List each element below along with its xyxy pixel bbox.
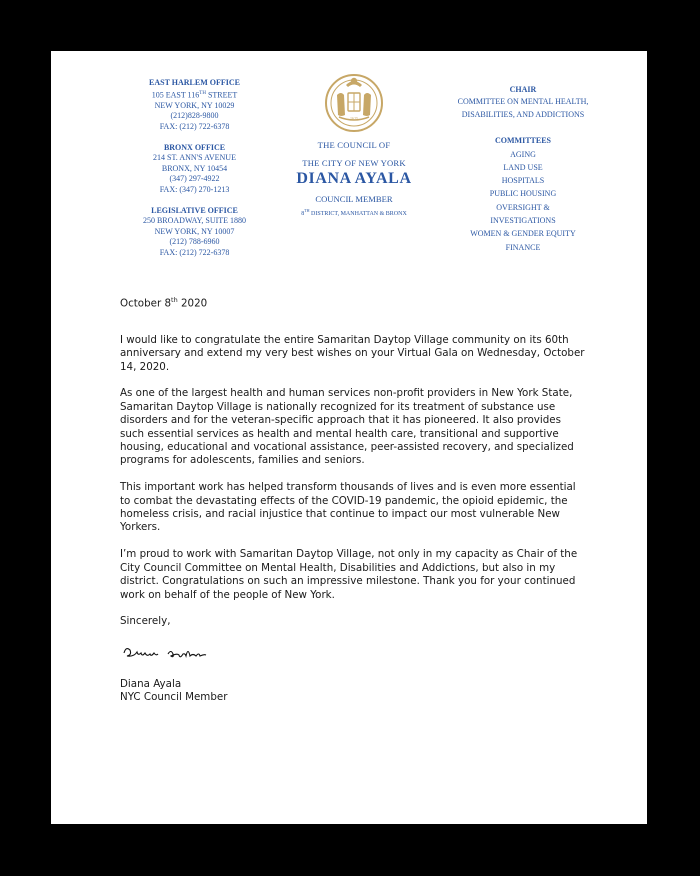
- office-address: 250 BROADWAY, SUITE 1880: [142, 216, 247, 226]
- letter-date: October 8th 2020: [120, 296, 208, 310]
- office-address: 214 ST. ANN'S AVENUE: [153, 153, 236, 163]
- letter-body: [120, 294, 588, 705]
- committees-block: [443, 83, 603, 254]
- office-address: 105 EAST 116TH STREET: [151, 90, 238, 100]
- office-addresses: [107, 78, 282, 269]
- office-name: BRONX OFFICE: [163, 142, 226, 152]
- office-fax: FAX: (212) 722-6378: [159, 122, 230, 132]
- committee-item: WOMEN & GENDER EQUITY: [470, 229, 576, 239]
- office-name: LEGISLATIVE OFFICE: [151, 205, 238, 215]
- committees-label: COMMITTEES: [494, 136, 551, 146]
- member-name: DIANA AYALA: [296, 170, 412, 187]
- letter-paragraph: I would like to congratulate the entire Samaritan Daytop Village community on its 60th anniversary and extend my very best wishes on your Virtual Gala on Wednesday, October 14, 2020.: [120, 333, 585, 373]
- office-fax: FAX: (212) 722-6378: [159, 247, 230, 257]
- office-phone: (212)828-9800: [170, 111, 219, 121]
- committee-item: PUBLIC HOUSING: [489, 189, 557, 199]
- bronx-office: [107, 143, 282, 196]
- member-title: COUNCIL MEMBER: [315, 194, 393, 204]
- council-line-1: THE COUNCIL OF: [317, 140, 391, 150]
- committee-item: INVESTIGATIONS: [490, 216, 556, 226]
- office-city: NEW YORK, NY 10007: [154, 226, 235, 236]
- letter-paragraph: This important work has helped transform thousands of lives and is even more essential to combat the devastating effects of the COVID-19 pandemic, the opioid epidemic, the homeless crisis, and racial injustice that continue to impact our most vulnerable New Yorkers.: [120, 481, 576, 534]
- committee-item: OVERSIGHT &: [496, 202, 550, 212]
- office-city: BRONX, NY 10454: [161, 163, 228, 173]
- east-harlem-office: [107, 78, 282, 133]
- city-seal-icon: [324, 73, 384, 133]
- chair-committee-line: DISABILITIES, AND ADDICTIONS: [461, 109, 585, 119]
- letter-paragraph: I’m proud to work with Samaritan Daytop Village, not only in my capacity as Chair of the City Council Committee on Mental Health, Disabilities and Addictions, but also in my district. Congratulations on such an impressive milestone. Thank you for your continued work on behalf of the people of New York.: [120, 548, 578, 601]
- committee-item: HOSPITALS: [501, 176, 545, 186]
- council-member-block: [269, 73, 439, 217]
- office-name: EAST HARLEM OFFICE: [149, 78, 240, 87]
- district-line: 8TH DISTRICT, MANHATTAN & BRONX: [301, 208, 407, 217]
- office-phone: (212) 788-6960: [169, 237, 220, 247]
- letter-page: [51, 51, 647, 824]
- chair-committee-line: COMMITTEE ON MENTAL HEALTH,: [457, 97, 589, 107]
- svg-text:1625: 1625: [350, 116, 358, 121]
- letter-closing: Sincerely,: [120, 615, 171, 628]
- signer-name: Diana Ayala: [120, 677, 182, 690]
- committee-item: FINANCE: [505, 242, 541, 252]
- committee-item: LAND USE: [503, 162, 543, 172]
- committee-item: AGING: [510, 149, 536, 159]
- office-phone: (347) 297-4922: [169, 174, 220, 184]
- signer-title: NYC Council Member: [120, 691, 228, 704]
- letter-paragraph: As one of the largest health and human services non-profit providers in New York State, Samaritan Daytop Village is nationally recognized for its treatment of substance use disorders and for the veteran-specific approach that it has pioneered. It also provides such essential services as health and mental health care, transitional and supportive housing, educational and vocational assistance, peer-assisted recovery, and specialized programs for adolescents, families and seniors.: [120, 387, 574, 467]
- council-line-2: THE CITY OF NEW YORK: [302, 158, 406, 168]
- legislative-office: [107, 206, 282, 259]
- signature-icon: [120, 641, 230, 663]
- chair-label: CHAIR: [509, 85, 537, 94]
- office-city: NEW YORK, NY 10029: [154, 100, 235, 110]
- office-fax: FAX: (347) 270-1213: [159, 185, 230, 194]
- chair-committee: [443, 96, 603, 121]
